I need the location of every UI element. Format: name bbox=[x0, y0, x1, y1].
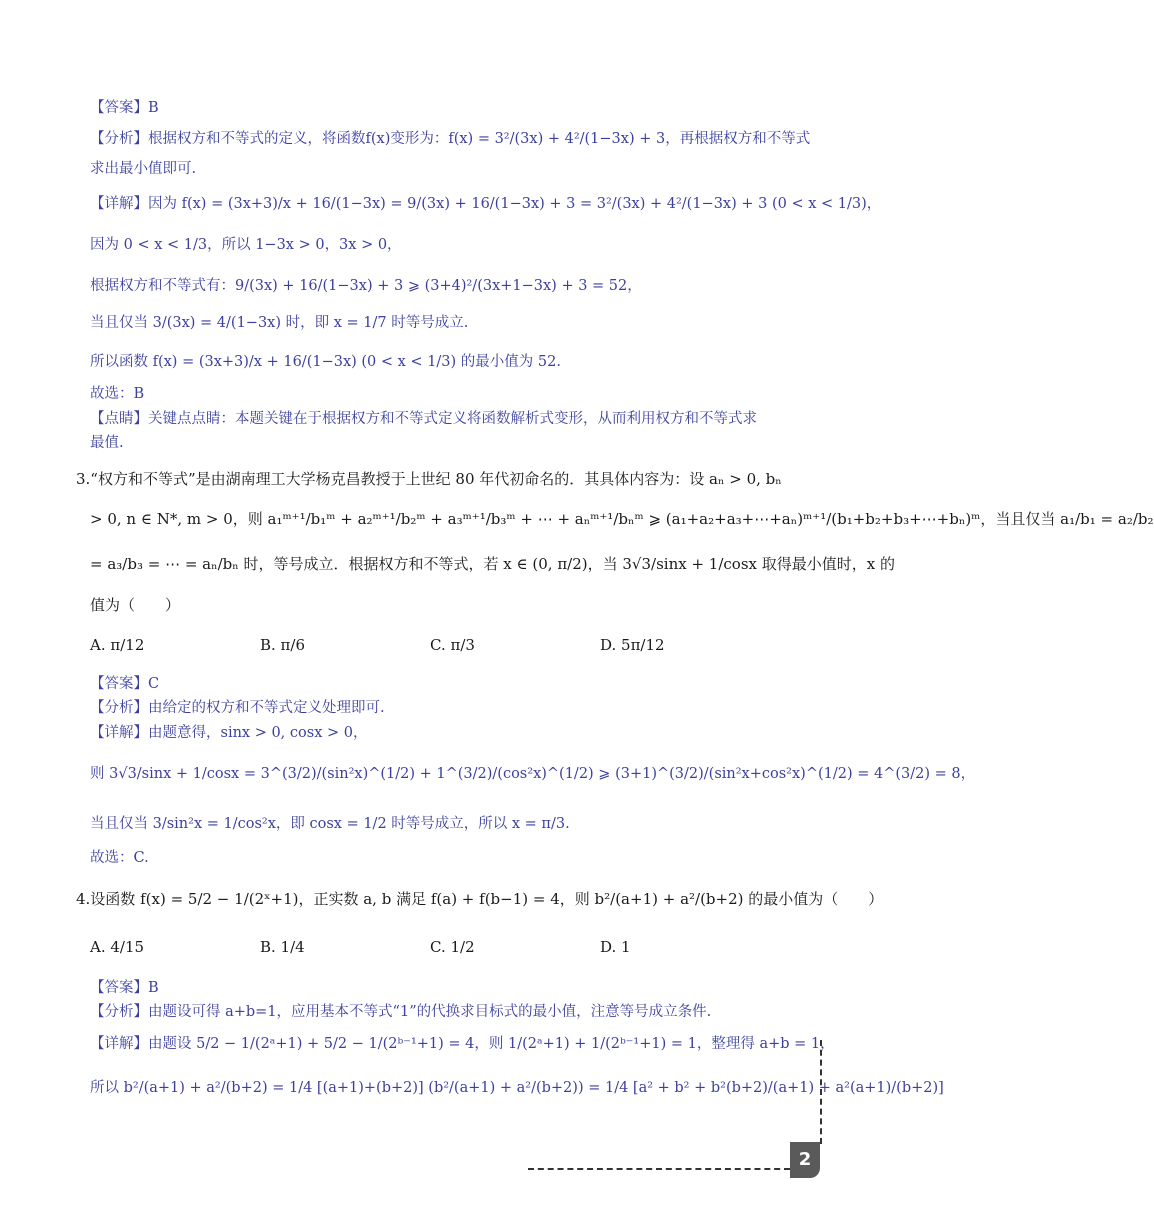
q3-stem-line-4: 值为（ ） bbox=[90, 596, 181, 614]
page-number: 2 bbox=[798, 1149, 812, 1170]
q4-option-c: C. 1/2 bbox=[430, 938, 475, 956]
footer-dashed-rule bbox=[528, 1168, 790, 1170]
q2-detail-line-4: 当且仅当 3/(3x) = 4/(1−3x) 时，即 x = 1/7 时等号成立. bbox=[90, 315, 469, 331]
q2-comment-line-1: 【点睛】关键点点睛：本题关键在于根据权方和不等式定义将函数解析式变形，从而利用权方和不等式求 bbox=[90, 411, 757, 427]
q3-detail-line-2: 则 3√3/sinx + 1/cosx = 3^(3/2)/(sin²x)^(1/2) + 1^(3/2)/(cos²x)^(1/2) ⩾ (3+1)^(3/2)/(sin²x+cos²x)^(1/2) = 4^(3/2) = 8， bbox=[90, 766, 976, 782]
q3-option-d: D. 5π/12 bbox=[600, 636, 665, 654]
q3-option-a: A. π/12 bbox=[90, 636, 145, 654]
q3-answer: 【答案】C bbox=[90, 676, 160, 692]
q2-choose: 故选：B bbox=[90, 386, 145, 402]
q3-detail-line-1: 【详解】由题意得，sinx > 0, cosx > 0， bbox=[90, 725, 368, 741]
q2-detail-line-1: 【详解】因为 f(x) = (3x+3)/x + 16/(1−3x) = 9/(3x) + 16/(1−3x) + 3 = 3²/(3x) + 4²/(1−3x) + 3 (0 < x < 1/3)， bbox=[90, 196, 882, 212]
q3-stem-line-3: = a₃/b₃ = ⋯ = aₙ/bₙ 时，等号成立．根据权方和不等式，若 x ∈ (0, π/2)，当 3√3/sinx + 1/cosx 取得最小值时，x 的 bbox=[90, 555, 895, 573]
q2-detail-line-5: 所以函数 f(x) = (3x+3)/x + 16/(1−3x) (0 < x < 1/3) 的最小值为 52. bbox=[90, 354, 561, 370]
q4-stem: 4.设函数 f(x) = 5/2 − 1/(2ˣ+1)，正实数 a, b 满足 f(a) + f(b−1) = 4，则 b²/(a+1) + a²/(b+2) 的最小值为（ ） bbox=[76, 890, 884, 908]
q4-option-b: B. 1/4 bbox=[260, 938, 305, 956]
q4-option-a: A. 4/15 bbox=[90, 938, 145, 956]
q2-detail-line-3: 根据权方和不等式有：9/(3x) + 16/(1−3x) + 3 ⩾ (3+4)²/(3x+1−3x) + 3 = 52， bbox=[90, 278, 642, 294]
q2-analysis-line-1: 【分析】根据权方和不等式的定义，将函数f(x)变形为：f(x) = 3²/(3x) + 4²/(1−3x) + 3，再根据权方和不等式 bbox=[90, 131, 811, 147]
q4-analysis: 【分析】由题设可得 a+b=1，应用基本不等式“1”的代换求目标式的最小值，注意等号成立条件. bbox=[90, 1004, 712, 1020]
q2-comment-line-2: 最值. bbox=[90, 435, 124, 451]
q3-choose: 故选：C. bbox=[90, 850, 149, 866]
q4-option-d: D. 1 bbox=[600, 938, 631, 956]
q3-stem-line-2: > 0, n ∈ N*, m > 0，则 a₁ᵐ⁺¹/b₁ᵐ + a₂ᵐ⁺¹/b₂ᵐ + a₃ᵐ⁺¹/b₃ᵐ + ⋯ + aₙᵐ⁺¹/bₙᵐ ⩾ (a₁+a₂+a₃+⋯+aₙ)ᵐ⁺¹/(b₁+b₂+b₃+⋯+bₙ)ᵐ，当且仅当 a₁/b₁ = a₂/b₂ bbox=[90, 510, 1154, 528]
q2-detail-line-2: 因为 0 < x < 1/3，所以 1−3x > 0，3x > 0， bbox=[90, 237, 402, 253]
page-number-tab bbox=[790, 1142, 820, 1178]
q4-detail-line-2: 所以 b²/(a+1) + a²/(b+2) = 1/4 [(a+1)+(b+2)] (b²/(a+1) + a²/(b+2)) = 1/4 [a² + b² + b²(b+2)/(a+1) + a²(a+1)/(b+2)] bbox=[90, 1080, 944, 1096]
q3-analysis: 【分析】由给定的权方和不等式定义处理即可. bbox=[90, 700, 385, 716]
q4-answer: 【答案】B bbox=[90, 980, 159, 996]
q3-option-b: B. π/6 bbox=[260, 636, 306, 654]
q3-stem-line-1: 3.“权方和不等式”是由湖南理工大学杨克昌教授于上世纪 80 年代初命名的．其具体内容为：设 aₙ > 0, bₙ bbox=[76, 470, 782, 488]
q4-detail-line-1: 【详解】由题设 5/2 − 1/(2ᵃ+1) + 5/2 − 1/(2ᵇ⁻¹+1) = 4，则 1/(2ᵃ+1) + 1/(2ᵇ⁻¹+1) = 1，整理得 a+b = 1， bbox=[90, 1036, 835, 1052]
q3-detail-line-3: 当且仅当 3/sin²x = 1/cos²x，即 cosx = 1/2 时等号成立，所以 x = π/3. bbox=[90, 816, 570, 832]
q2-answer: 【答案】B bbox=[90, 100, 159, 116]
q2-analysis-line-2: 求出最小值即可. bbox=[90, 161, 197, 177]
q3-option-c: C. π/3 bbox=[430, 636, 475, 654]
side-dashed-rule bbox=[820, 1040, 822, 1144]
